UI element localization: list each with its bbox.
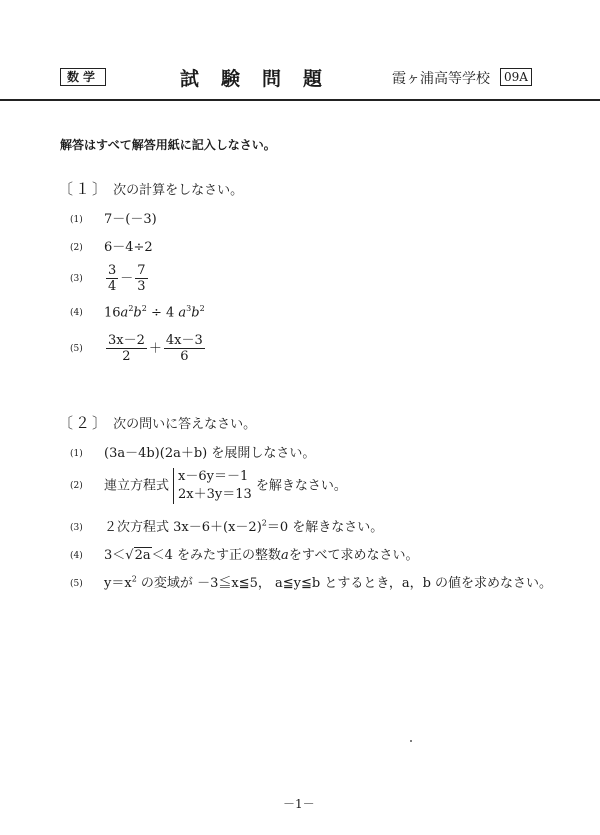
page-number: －1－ <box>283 797 315 811</box>
problem-expr: (3a－4b)(2a＋b) <box>104 446 208 461</box>
section-2-prompt: 次の問いに答えなさい。 <box>113 417 257 432</box>
problem-label: (5) <box>70 344 83 354</box>
section-2-heading <box>58 412 256 433</box>
problem-label: (4) <box>70 307 83 318</box>
problem-1-3 <box>70 264 150 294</box>
instruction-text: 解答はすべて解答用紙に記入しなさい。 <box>60 138 276 152</box>
problem-label: (3) <box>70 274 83 284</box>
problem-label: (5) <box>70 578 83 589</box>
problem-1-5 <box>70 334 207 364</box>
problem-2-1: (1) (3a－4b)(2a＋b) を展開しなさい。 <box>70 446 316 461</box>
header-divider <box>0 99 600 101</box>
problem-2-3: (3) ２次方程式 $3x-6+(x-2)^2=0$ を解きなさい。 <box>70 518 384 535</box>
section-1-number: 〔１〕 <box>58 180 110 198</box>
operator: ＋ <box>148 341 162 357</box>
scan-speck <box>410 740 412 742</box>
fraction: $\frac{3}{4}$ <box>108 263 117 294</box>
sqrt-sign: √ <box>125 548 134 563</box>
equation-system: x－6y＝－1 2x＋3y＝13 <box>173 468 252 504</box>
exam-title: 試験問題 <box>180 68 345 90</box>
problem-2-4: (4) 3＜√2a＜4 をみたす正の整数aをすべて求めなさい。 <box>70 548 419 563</box>
problem-label: (2) <box>70 242 83 253</box>
problem-2-2: (2) 連立方程式 x－6y＝－1 2x＋3y＝13 を解きなさい。 <box>70 469 347 502</box>
problem-label: (4) <box>70 550 83 561</box>
problem-label: (2) <box>70 481 83 491</box>
exam-code: 09A <box>500 68 532 86</box>
problem-label: (1) <box>70 448 83 459</box>
section-2-number: 〔２〕 <box>58 414 110 432</box>
operator: － <box>120 271 134 287</box>
problem-label: (3) <box>70 522 83 533</box>
problem-2-5: (5) $y=x^2$ の変域が －3≦x≦5， a≦y≦b とするとき，a，b の値を求めなさい。 <box>70 574 553 591</box>
subject-label: 数学 <box>60 68 106 86</box>
problem-1-1 <box>70 208 157 227</box>
fraction: $\frac{7}{3}$ <box>137 263 146 294</box>
problem-expr: 6－4÷2 <box>104 240 153 255</box>
problem-label: (1) <box>70 214 83 225</box>
problem-1-2 <box>70 236 153 255</box>
fraction: $\frac{3x-2}{2}$ <box>108 333 145 364</box>
problem-1-4: (4) $16a^2b^2 \div 4$ $a^3b^2$ <box>70 304 205 321</box>
section-1-prompt: 次の計算をしなさい。 <box>113 183 244 198</box>
school-name: 霞ヶ浦高等学校 <box>392 71 490 87</box>
section-1-heading <box>58 178 243 199</box>
problem-expr: 7－(－3) <box>104 212 157 227</box>
fraction: $\frac{4x-3}{6}$ <box>165 333 203 364</box>
